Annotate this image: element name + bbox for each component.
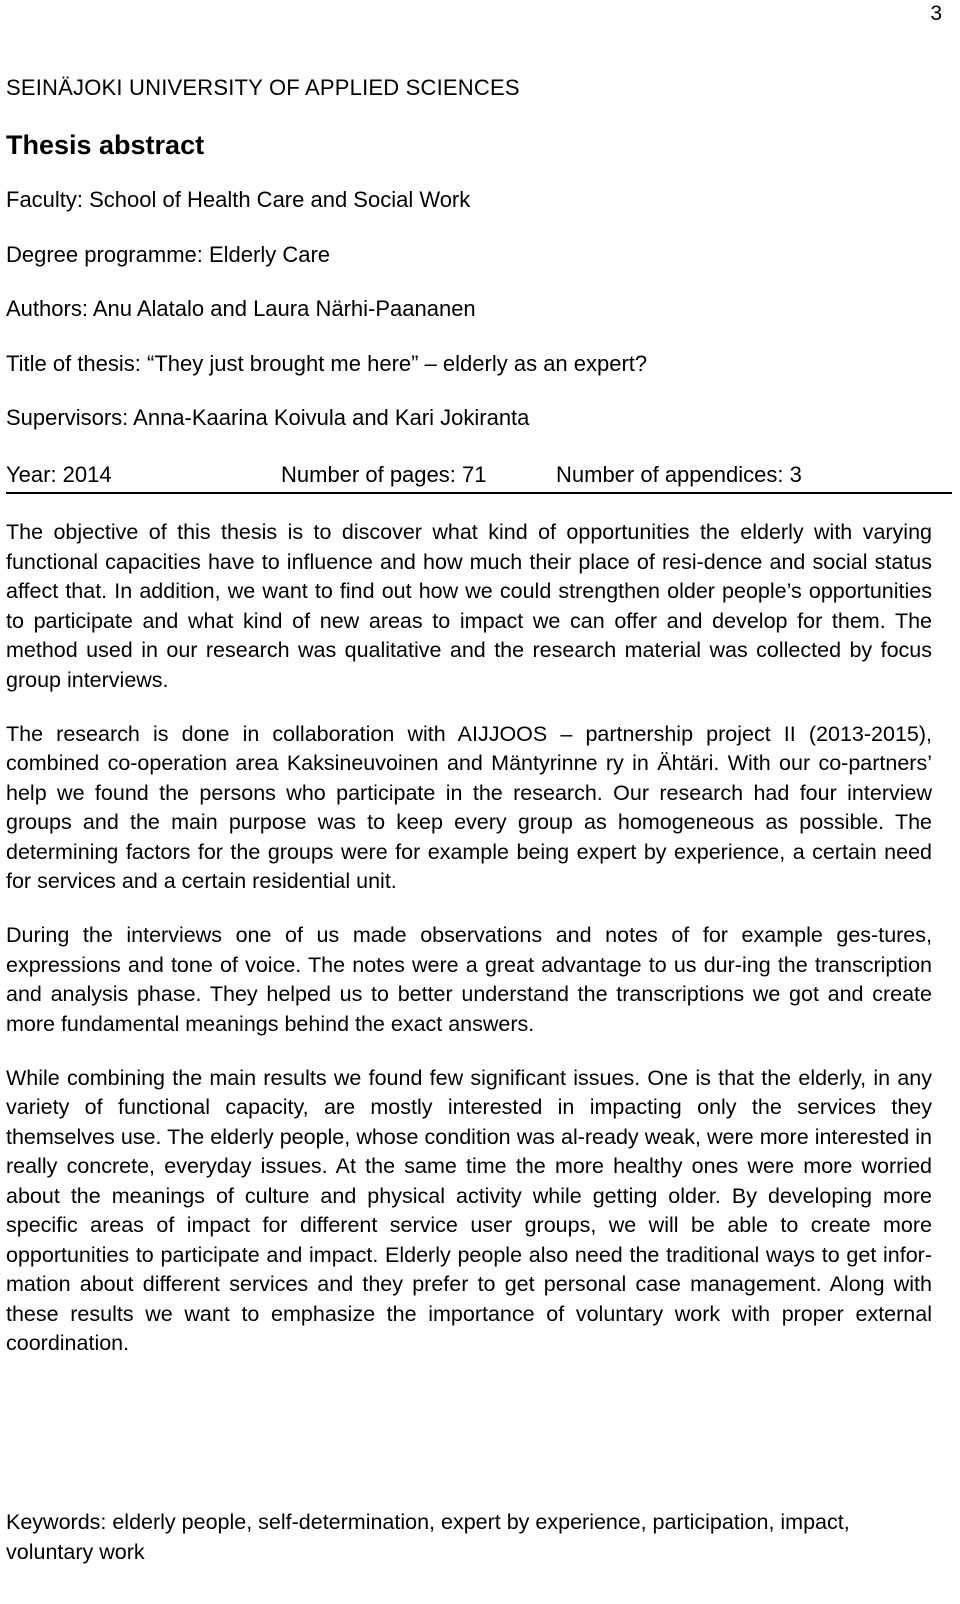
pages-field: Number of pages: 71 (281, 462, 487, 487)
university-name: SEINÄJOKI UNIVERSITY OF APPLIED SCIENCES (6, 75, 520, 100)
abstract-paragraph: The objective of this thesis is to discover what kind of opportunities the elderly with varying functional capacities have to influence and how much their place of resi-dence and social status affect that. In addition, we want to find out how we could strengthen older people’s opportunities to participate and what kind of new areas to impact we can offer and develop for them. The method used in our research was qualitative and the research material was collected by focus group interviews. (6, 520, 932, 692)
degree-line: Degree programme: Elderly Care (6, 242, 331, 267)
authors-line: Authors: Anu Alatalo and Laura Närhi-Paananen (6, 296, 476, 321)
appendices-field: Number of appendices: 3 (556, 462, 802, 487)
document-title: Thesis abstract (6, 130, 205, 160)
page-number: 3 (930, 2, 942, 25)
abstract-body (6, 518, 932, 1383)
abstract-paragraph: The research is done in collaboration with AIJJOOS – partnership project II (2013-2015), combined co-operation area Kaksineuvoinen and Mäntyrinne ry in Ähtäri. With our co-partners’ help we found the persons who participate in the research. Our research had four interview groups and the main purpose was to keep every group as homogeneous as possible. The determining factors for the groups were for example being expert by experience, a certain need for services and a certain residential unit. (6, 721, 932, 893)
thesis-title-line: Title of thesis: “They just brought me here” – elderly as an expert? (6, 351, 648, 376)
keywords-line: Keywords: elderly people, self-determination, expert by experience, participation, impact, voluntary work (6, 1510, 850, 1564)
header-rule (6, 492, 952, 494)
year-field: Year: 2014 (6, 462, 112, 487)
stats-row (6, 462, 951, 492)
abstract-paragraph: While combining the main results we found few significant issues. One is that the elderly, in any variety of functional capacity, are mostly interested in impacting only the services they themselves use. The elderly people, whose condition was al-ready weak, were more interested in really concrete, everyday issues. At the same time the more healthy ones were more worried about the meanings of culture and physical activity while getting older. By developing more specific areas of impact for different service user groups, we will be able to create more opportunities to participate and impact. Elderly people also need the traditional ways to get infor-mation about different services and they prefer to get personal case management. Along with these results we want to emphasize the importance of voluntary work with proper external coordination. (6, 1065, 932, 1355)
faculty-line: Faculty: School of Health Care and Social Work (6, 187, 471, 212)
supervisors-line: Supervisors: Anna-Kaarina Koivula and Kari Jokiranta (6, 405, 530, 430)
abstract-paragraph: During the interviews one of us made observations and notes of for example ges-tures, expressions and tone of voice. The notes were a great advantage to us dur-ing the transcription and analysis phase. They helped us to better understand the transcriptions we got and create more fundamental meanings behind the exact answers. (6, 923, 932, 1036)
